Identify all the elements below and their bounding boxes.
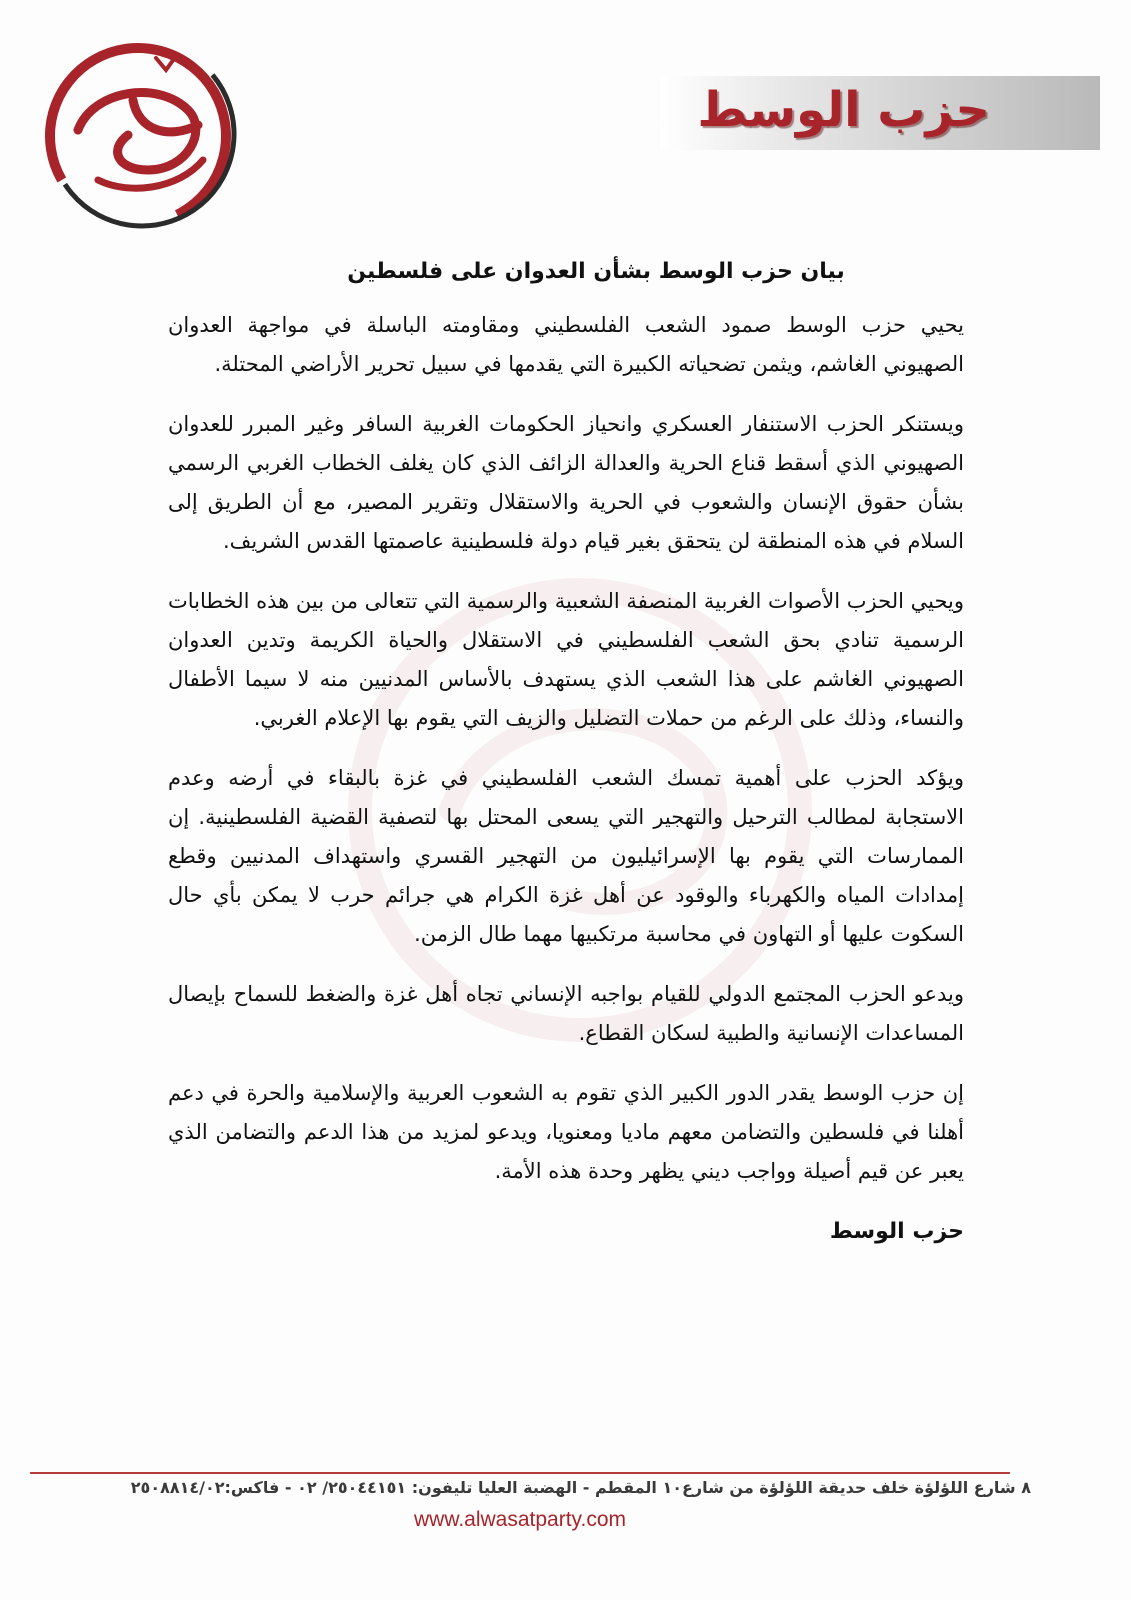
paragraph-3: ويحيي الحزب الأصوات الغربية المنصفة الشعبية والرسمية التي تتعالى من بين هذه الخطابات الرسمية تنادي بحق الشعب الفلسطيني في الاستقلال والحياة الكريمة وتدين العدوان الصهيوني الغاشم على هذا الشعب الذي يستهدف بالأساس المدنيين منه لا سيما الأطفال والنساء، وذلك على الرغم من حملات التضليل والزيف التي يقوم بها الإعلام الغربي. (168, 589, 964, 730)
signature: حزب الوسط (829, 1219, 964, 1244)
paragraph-5: ويدعو الحزب المجتمع الدولي للقيام بواجبه الإنساني تجاه أهل غزة والضغط للسماح بإيصال المساعدات الإنسانية والطبية لسكان القطاع. (168, 982, 964, 1045)
footer-divider (30, 1472, 1010, 1474)
logo-text: الوسط (136, 142, 140, 143)
paragraph-2: ويستنكر الحزب الاستنفار العسكري وانحياز الحكومات الغربية السافر وغير المبرر للعدوان الصهيوني الذي أسقط قناع الحرية والعدالة الزائف الذي كان يغلف الخطاب الغربي الرسمي بشأن حقوق الإنسان والشعوب في الحرية والاستقلال وتقرير المصير، مع أن الطريق إلى السلام في هذه المنطقة لن يتحقق بغير قيام دولة فلسطينية عاصمتها القدس الشريف. (168, 412, 964, 553)
website-link[interactable]: www.alwasatparty.com (413, 1508, 626, 1531)
footer-address: ٨ شارع اللؤلؤة خلف حديقة اللؤلؤة من شارع١٠ المقطم - الهضبة العليا تليفون: ٢٥٠٤٤١٥١/ ٠٢ - فاكس:٢٥٠٨٨١٤/٠٢ (130, 1478, 1031, 1497)
party-logo (38, 30, 243, 230)
header-banner (660, 76, 1100, 150)
party-name-title: حزب الوسط (697, 82, 990, 138)
paragraph-1: يحيي حزب الوسط صمود الشعب الفلسطيني ومقاومته الباسلة في مواجهة العدوان الصهيوني الغاشم، ويثمن تضحياته الكبيرة التي يقدمها في سبيل تحرير الأراضي المحتلة. (168, 313, 964, 376)
paragraph-4: ويؤكد الحزب على أهمية تمسك الشعب الفلسطيني في غزة بالبقاء في أرضه وعدم الاستجابة لمطالب الترحيل والتهجير التي يسعى المحتل بها لتصفية القضية الفلسطينية. إن الممارسات التي يقوم بها الإسرائيليون من التهجير القسري واستهداف المدنيين وقطع إمدادات المياه والكهرباء والوقود عن أهل غزة الكرام هي جرائم حرب لا يمكن بأي حال السكوت عليها أو التهاون في محاسبة مرتكبيها مهما طال الزمن. (168, 766, 964, 946)
statement-title: بيان حزب الوسط بشأن العدوان على فلسطين (347, 259, 845, 284)
statement-body (168, 252, 964, 1251)
paragraph-6: إن حزب الوسط يقدر الدور الكبير الذي تقوم به الشعوب العربية والإسلامية والحرة في دعم أهلنا في فلسطين والتضامن معهم ماديا ومعنويا، ويدعو لمزيد من هذا الدعم والتضامن الذي يعبر عن قيم أصيلة وواجب ديني يظهر وحدة هذه الأمة. (168, 1081, 964, 1183)
